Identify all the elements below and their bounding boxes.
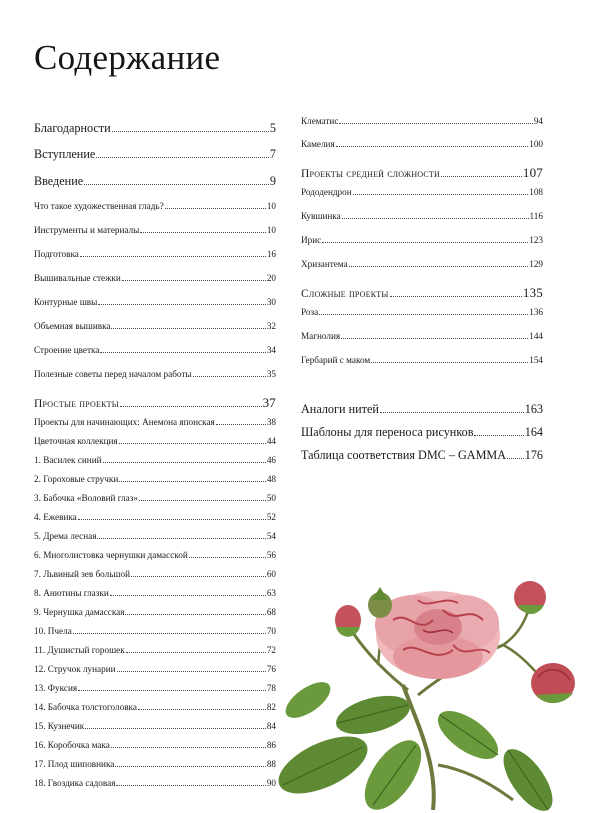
toc-entry[interactable] — [301, 285, 543, 301]
dot-leader — [193, 370, 266, 377]
toc-entry-page: 46 — [266, 455, 276, 465]
dot-leader — [165, 202, 266, 209]
toc-entry-page: 136 — [529, 307, 543, 317]
toc-entry-title: Проекты средней сложности — [301, 168, 440, 180]
dot-leader — [138, 703, 266, 710]
dot-leader — [441, 169, 522, 177]
toc-entry[interactable] — [301, 402, 543, 417]
dot-leader — [97, 532, 265, 539]
toc-entry-title: 18. Гвоздика садовая — [34, 778, 116, 788]
toc-entry[interactable] — [34, 273, 276, 283]
toc-entry-title: 15. Кузнечик — [34, 721, 85, 731]
toc-entry-title: Ирис — [301, 235, 322, 245]
toc-entry[interactable] — [34, 626, 276, 636]
toc-entry[interactable] — [34, 249, 276, 259]
dot-leader — [122, 274, 266, 281]
dot-leader — [349, 260, 529, 267]
toc-entry-page: 56 — [266, 550, 276, 560]
toc-entry-title: Подготовка — [34, 249, 79, 259]
toc-entry-page: 63 — [266, 588, 276, 598]
toc-entry[interactable] — [34, 121, 276, 136]
toc-entry-page: 78 — [266, 683, 276, 693]
dot-leader — [507, 450, 524, 459]
toc-entry[interactable] — [34, 297, 276, 307]
dot-leader — [339, 117, 532, 124]
dot-leader — [474, 427, 523, 436]
toc-entry-title: Объемная вышивка — [34, 321, 111, 331]
toc-entry[interactable] — [34, 345, 276, 355]
toc-entry-title: Хризантема — [301, 259, 348, 269]
toc-entry-page: 76 — [266, 664, 276, 674]
dot-leader — [371, 356, 528, 363]
toc-entry-title: Цветочная коллекция — [34, 436, 118, 446]
toc-entry-page: 16 — [266, 249, 276, 259]
page-title: Содержание — [34, 38, 221, 77]
toc-right-column — [301, 114, 543, 365]
toc-entry[interactable] — [301, 116, 543, 126]
toc-entry[interactable] — [34, 740, 276, 750]
toc-entry[interactable] — [301, 307, 543, 317]
dot-leader — [111, 322, 265, 329]
toc-entry-title: Шаблоны для переноса рисунков — [301, 425, 474, 439]
toc-entry-page: 86 — [266, 740, 276, 750]
dot-leader — [380, 404, 524, 413]
toc-entry[interactable] — [34, 321, 276, 331]
dot-leader — [100, 346, 265, 353]
dot-leader — [322, 236, 528, 243]
toc-entry-page: 144 — [529, 331, 543, 341]
toc-entry-page: 10 — [266, 225, 276, 235]
toc-entry-page: 94 — [533, 116, 543, 126]
toc-entry-title: Полезные советы перед началом работы — [34, 369, 192, 379]
toc-entry-title: Проекты для начинающих: Анемона японская — [34, 417, 215, 427]
dot-leader — [319, 308, 528, 315]
dot-leader — [390, 289, 522, 297]
leaf — [332, 689, 414, 742]
toc-entry[interactable] — [34, 607, 276, 617]
toc-entry-title: 7. Львиный зев большой — [34, 569, 131, 579]
toc-entry[interactable] — [34, 147, 276, 162]
dot-leader — [131, 570, 266, 577]
toc-entry[interactable] — [301, 355, 543, 365]
toc-entry-title: 12. Стручок лунарии — [34, 664, 116, 674]
toc-entry-page: 90 — [266, 778, 276, 788]
toc-entry-title: Строение цветка — [34, 345, 100, 355]
leaf — [494, 741, 562, 813]
dot-leader — [103, 456, 266, 463]
toc-entry-page: 72 — [266, 645, 276, 655]
toc-entry-title: Аналоги нитей — [301, 402, 379, 416]
toc-entry-page: 116 — [529, 211, 543, 221]
toc-entry[interactable] — [34, 683, 276, 693]
toc-entry-title: Клематис — [301, 116, 339, 126]
toc-left-column — [34, 114, 276, 788]
dot-leader — [119, 475, 266, 482]
toc-entry-page: 48 — [266, 474, 276, 484]
rose-bud — [531, 663, 575, 703]
toc-entry[interactable] — [34, 174, 276, 189]
toc-entry-title: Кувшинка — [301, 211, 341, 221]
leaf — [280, 675, 336, 724]
toc-entry-title: 10. Пчела — [34, 626, 72, 636]
toc-entry[interactable] — [34, 369, 276, 379]
toc-entry-page: 34 — [266, 345, 276, 355]
dot-leader — [110, 589, 266, 596]
toc-entry-page: 135 — [522, 285, 543, 300]
toc-entry-page: 38 — [266, 417, 276, 427]
toc-entry[interactable] — [34, 702, 276, 712]
toc-entry[interactable] — [301, 235, 543, 245]
dot-leader — [84, 176, 269, 185]
toc-entry-page: 54 — [266, 531, 276, 541]
toc-entry-page: 164 — [524, 425, 543, 439]
toc-entry-title: Вступление — [34, 147, 96, 161]
toc-entry[interactable] — [34, 531, 276, 541]
toc-entry-title: 6. Многолистовка чернушки дамасской — [34, 550, 188, 560]
toc-entry-page: 129 — [529, 259, 543, 269]
toc-entry-page: 163 — [524, 402, 543, 416]
toc-entry[interactable] — [301, 448, 543, 463]
dot-leader — [139, 494, 266, 501]
toc-entry[interactable] — [34, 512, 276, 522]
toc-entry-title: Благодарности — [34, 121, 111, 135]
dot-leader — [115, 760, 265, 767]
toc-entry-page: 9 — [269, 174, 276, 188]
toc-entry-page: 70 — [266, 626, 276, 636]
rose-bud — [514, 581, 546, 614]
leaf — [270, 725, 376, 805]
dot-leader — [140, 226, 265, 233]
toc-entry-title: Магнолия — [301, 331, 341, 341]
toc-entry[interactable] — [34, 645, 276, 655]
toc-entry-page: 10 — [266, 201, 276, 211]
toc-entry-title: 16. Коробочка мака — [34, 740, 110, 750]
toc-entry-page: 88 — [266, 759, 276, 769]
toc-entry-page: 30 — [266, 297, 276, 307]
toc-entry[interactable] — [34, 474, 276, 484]
toc-entry-page: 84 — [266, 721, 276, 731]
stem — [438, 765, 513, 800]
toc-entry-title: 9. Чернушка дамасская — [34, 607, 125, 617]
dot-leader — [117, 665, 266, 672]
dot-leader — [336, 140, 529, 147]
toc-entry-title: Сложные проекты — [301, 288, 389, 300]
toc-entry-title: Простые проекты — [34, 398, 119, 410]
toc-entry-title: 5. Дрема лесная — [34, 531, 97, 541]
toc-entry[interactable] — [34, 778, 276, 788]
toc-entry-page: 52 — [266, 512, 276, 522]
toc-entry[interactable] — [34, 395, 276, 411]
toc-entry-title: 8. Анютины глазки — [34, 588, 109, 598]
toc-entry-title: Введение — [34, 174, 84, 188]
dot-leader — [73, 627, 266, 634]
dot-leader — [80, 250, 266, 257]
toc-entry[interactable] — [301, 331, 543, 341]
toc-entry-page: 5 — [269, 121, 276, 135]
toc-entry[interactable] — [34, 493, 276, 503]
dot-leader — [341, 332, 528, 339]
dot-leader — [119, 437, 266, 444]
toc-entry-title: 2. Гороховые стручки — [34, 474, 119, 484]
toc-entry-page: 176 — [524, 448, 543, 462]
toc-entry-title: Что такое художественная гладь? — [34, 201, 164, 211]
toc-entry-page: 44 — [266, 436, 276, 446]
toc-entry-title: 1. Василек синий — [34, 455, 102, 465]
toc-entry-title: Гербарий с маком — [301, 355, 371, 365]
toc-entry-page: 37 — [262, 395, 276, 410]
toc-entry[interactable] — [34, 588, 276, 598]
dot-leader — [189, 551, 266, 558]
toc-entry-title: 3. Бабочка «Воловий глаз» — [34, 493, 138, 503]
dot-leader — [112, 123, 269, 132]
rose-bud — [335, 605, 361, 637]
rose-bloom — [375, 591, 500, 679]
toc-entry[interactable] — [301, 165, 543, 181]
toc-entry[interactable] — [301, 187, 543, 197]
toc-entry[interactable] — [34, 721, 276, 731]
toc-entry-page: 123 — [529, 235, 543, 245]
toc-entry-title: Инструменты и материалы — [34, 225, 140, 235]
toc-entry[interactable] — [301, 425, 543, 440]
dot-leader — [78, 684, 266, 691]
toc-entry-page: 68 — [266, 607, 276, 617]
dot-leader — [216, 418, 266, 425]
dot-leader — [111, 741, 266, 748]
toc-entry-title: Вышивальные стежки — [34, 273, 121, 283]
toc-entry[interactable] — [34, 225, 276, 235]
toc-entry[interactable] — [301, 139, 543, 149]
toc-entry-title: Камелия — [301, 139, 335, 149]
toc-entry-page: 108 — [529, 187, 543, 197]
toc-entry[interactable] — [301, 259, 543, 269]
toc-entry-title: 14. Бабочка толстоголовка — [34, 702, 137, 712]
toc-entry-title: 11. Душистый горошек — [34, 645, 125, 655]
rose-bud — [368, 587, 392, 618]
toc-entry-page: 50 — [266, 493, 276, 503]
toc-appendix — [301, 402, 543, 463]
toc-entry[interactable] — [301, 211, 543, 221]
toc-entry-title: 13. Фуксия — [34, 683, 78, 693]
toc-entry[interactable] — [34, 550, 276, 560]
toc-entry-title: Контурные швы — [34, 297, 98, 307]
dot-leader — [78, 513, 266, 520]
toc-entry-page: 20 — [266, 273, 276, 283]
toc-entry[interactable] — [34, 201, 276, 211]
toc-entry-page: 32 — [266, 321, 276, 331]
toc-entry-page: 154 — [529, 355, 543, 365]
toc-entry-page: 60 — [266, 569, 276, 579]
toc-entry-page: 107 — [522, 165, 543, 180]
toc-entry-page: 7 — [269, 147, 276, 161]
toc-entry[interactable] — [34, 569, 276, 579]
dot-leader — [126, 646, 266, 653]
toc-entry[interactable] — [34, 436, 276, 446]
toc-entry-title: 4. Ежевика — [34, 512, 77, 522]
dot-leader — [116, 779, 265, 786]
toc-entry-title: Рододендрон — [301, 187, 352, 197]
toc-entry[interactable] — [34, 759, 276, 769]
dot-leader — [98, 298, 266, 305]
dot-leader — [120, 399, 262, 407]
dot-leader — [96, 149, 269, 158]
toc-entry[interactable] — [34, 664, 276, 674]
dot-leader — [353, 188, 529, 195]
toc-entry-page: 35 — [266, 369, 276, 379]
dot-leader — [342, 212, 529, 219]
toc-entry-title: Роза — [301, 307, 319, 317]
rose-illustration — [268, 565, 600, 813]
toc-entry-title: 17. Плод шиповника — [34, 759, 115, 769]
toc-entry-title: Таблица соответствия DMC – GAMMA — [301, 448, 507, 462]
dot-leader — [125, 608, 265, 615]
toc-entry-page: 100 — [529, 139, 543, 149]
toc-entry[interactable] — [34, 417, 276, 427]
toc-entry-page: 82 — [266, 702, 276, 712]
toc-entry[interactable] — [34, 455, 276, 465]
dot-leader — [85, 722, 266, 729]
